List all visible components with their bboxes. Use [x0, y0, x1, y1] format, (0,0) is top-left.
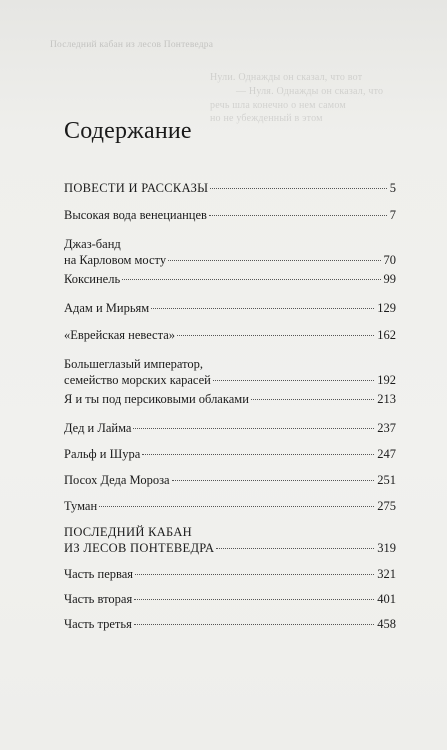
- dot-leader: [213, 380, 374, 381]
- toc-entry[interactable]: [64, 236, 396, 268]
- bleed-through-text: — Нуля. Однажды он сказал, что: [236, 86, 384, 97]
- toc-page-number: 319: [377, 541, 396, 555]
- toc-entry-title: Высокая вода венецианцев: [64, 208, 207, 222]
- toc-entry[interactable]: [64, 300, 396, 316]
- dot-leader: [135, 574, 374, 575]
- toc-entry[interactable]: [64, 207, 396, 223]
- dot-leader: [251, 399, 374, 400]
- toc-page-number: 213: [377, 392, 396, 406]
- toc-page-number: 99: [383, 272, 396, 286]
- toc-entry[interactable]: [64, 498, 396, 514]
- dot-leader: [122, 279, 380, 280]
- toc-entry-title: ИЗ ЛЕСОВ ПОНТЕВЕДРА: [64, 541, 215, 555]
- dot-leader: [209, 215, 387, 216]
- toc-page-number: 275: [377, 499, 396, 513]
- dot-leader: [134, 599, 374, 600]
- toc-entry-title: Туман: [64, 499, 98, 513]
- toc-entry[interactable]: [64, 566, 396, 582]
- toc-page-number: 458: [377, 617, 396, 631]
- toc-entry[interactable]: [64, 524, 396, 556]
- toc-page-number: 70: [383, 253, 396, 267]
- bleed-through-header: Последний кабан из лесов Понтеведра: [50, 40, 214, 50]
- toc-entry-title: Ральф и Шура: [64, 447, 141, 461]
- toc-entry-title: Посох Деда Мороза: [64, 473, 170, 487]
- toc-entry[interactable]: [64, 327, 396, 343]
- dot-leader: [151, 308, 374, 309]
- toc-entry-title: Большеглазый император,: [64, 357, 204, 371]
- toc-entry-title: Коксинель: [64, 272, 121, 286]
- toc-entry[interactable]: [64, 271, 396, 287]
- toc-entry[interactable]: [64, 356, 396, 388]
- toc-entry-title: Адам и Мирьям: [64, 301, 150, 315]
- toc-entry[interactable]: [64, 616, 396, 632]
- dot-leader: [99, 506, 374, 507]
- page-title: Содержание: [64, 118, 192, 144]
- toc-page-number: 192: [377, 373, 396, 387]
- toc-page-number: 251: [377, 473, 396, 487]
- dot-leader: [210, 188, 386, 189]
- bleed-through-text: речь шла конечно о нем самом: [210, 100, 346, 111]
- toc-page-number: 237: [377, 421, 396, 435]
- toc-entry-title: «Еврейская невеста»: [64, 328, 176, 342]
- toc-page-number: 129: [377, 301, 396, 315]
- toc-entry-title: семейство морских карасей: [64, 373, 211, 387]
- toc-entry-title: Часть вторая: [64, 592, 133, 606]
- toc-page-number: 5: [389, 181, 396, 195]
- toc-page-number: 162: [377, 328, 396, 342]
- dot-leader: [142, 454, 374, 455]
- dot-leader: [172, 480, 375, 481]
- toc-page-number: 247: [377, 447, 396, 461]
- toc-entry[interactable]: [64, 420, 396, 436]
- toc-entry[interactable]: [64, 472, 396, 488]
- toc-page-number: 321: [377, 567, 396, 581]
- toc-entry[interactable]: [64, 391, 396, 407]
- toc-entry-title: ПОСЛЕДНИЙ КАБАН: [64, 525, 193, 539]
- toc-entry-title: Я и ты под персиковыми облаками: [64, 392, 249, 406]
- toc-entry[interactable]: [64, 180, 396, 196]
- toc-page-number: 401: [377, 592, 396, 606]
- toc-entry-title: Дед и Лайма: [64, 421, 132, 435]
- toc-entry-title: Часть третья: [64, 617, 132, 631]
- dot-leader: [168, 260, 380, 261]
- bleed-through-text: но не убежденный в этом: [210, 113, 323, 124]
- dot-leader: [133, 428, 374, 429]
- dot-leader: [177, 335, 374, 336]
- toc-entry[interactable]: [64, 446, 396, 462]
- toc-entry-title: на Карловом мосту: [64, 253, 167, 267]
- dot-leader: [134, 624, 374, 625]
- toc-entry-title: Часть первая: [64, 567, 134, 581]
- toc-entry-title: Джаз-банд: [64, 237, 121, 251]
- toc-entry-title: ПОВЕСТИ И РАССКАЗЫ: [64, 181, 209, 195]
- bleed-through-text: Нули. Однажды он сказал, что вот: [210, 72, 363, 83]
- toc-entry[interactable]: [64, 591, 396, 607]
- dot-leader: [216, 548, 374, 549]
- toc-page-number: 7: [389, 208, 396, 222]
